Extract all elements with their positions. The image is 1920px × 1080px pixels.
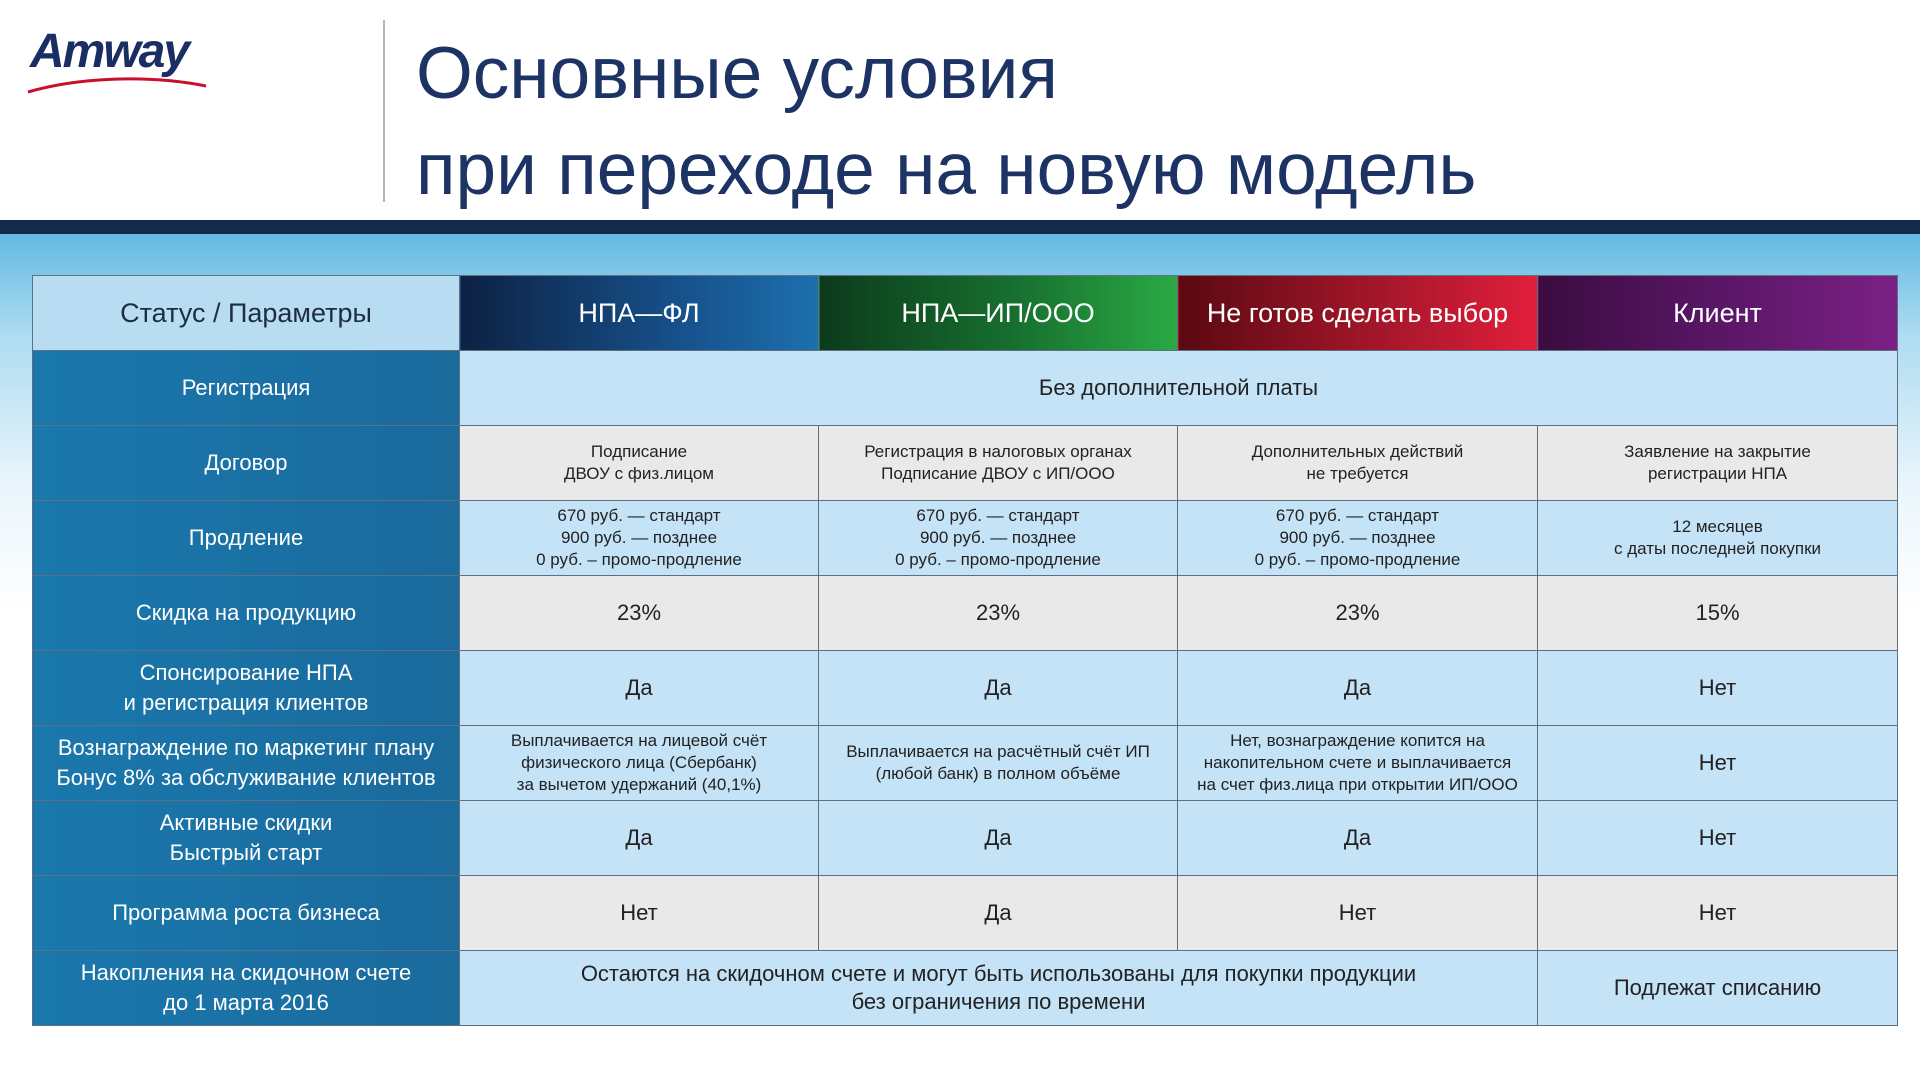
amway-logo (26, 22, 216, 92)
contract-not-ready: Дополнительных действий не требуется (1178, 426, 1538, 501)
row-label-discount: Скидка на продукцию (33, 576, 460, 651)
table-row (33, 351, 1898, 426)
savings-client: Подлежат списанию (1538, 951, 1898, 1026)
logo-swoosh-icon (26, 70, 211, 98)
row-label-sponsoring: Спонсирование НПА и регистрация клиентов (33, 651, 460, 726)
sponsoring-fl: Да (460, 651, 819, 726)
active-not-ready: Да (1178, 801, 1538, 876)
registration-all: Без дополнительной платы (460, 351, 1898, 426)
table-row (33, 426, 1898, 501)
table-row (33, 726, 1898, 801)
sponsoring-client: Нет (1538, 651, 1898, 726)
discount-client: 15% (1538, 576, 1898, 651)
savings-merged: Остаются на скидочном счете и могут быть использованы для покупки продукции без ограничения по времени (460, 951, 1538, 1026)
table-row (33, 876, 1898, 951)
reward-client: Нет (1538, 726, 1898, 801)
row-label-active: Активные скидки Быстрый старт (33, 801, 460, 876)
renewal-ip: 670 руб. — стандарт 900 руб. — позднее 0 руб. – промо-продление (819, 501, 1178, 576)
contract-ip: Регистрация в налоговых органах Подписание ДВОУ с ИП/ООО (819, 426, 1178, 501)
renewal-not-ready: 670 руб. — стандарт 900 руб. — позднее 0 руб. – промо-продление (1178, 501, 1538, 576)
row-label-contract: Договор (33, 426, 460, 501)
active-client: Нет (1538, 801, 1898, 876)
header-npa-fl: НПА—ФЛ (460, 276, 819, 351)
header-status: Статус / Параметры (33, 276, 460, 351)
contract-client: Заявление на закрытие регистрации НПА (1538, 426, 1898, 501)
header-divider (383, 20, 385, 202)
table-row (33, 801, 1898, 876)
growth-client: Нет (1538, 876, 1898, 951)
renewal-fl: 670 руб. — стандарт 900 руб. — позднее 0 руб. – промо-продление (460, 501, 819, 576)
conditions-table (32, 275, 1898, 1026)
sponsoring-not-ready: Да (1178, 651, 1538, 726)
table-row (33, 576, 1898, 651)
page-title (416, 26, 1476, 218)
discount-fl: 23% (460, 576, 819, 651)
slide-header (0, 0, 1920, 220)
header-npa-ip: НПА—ИП/ООО (819, 276, 1178, 351)
renewal-client: 12 месяцев с даты последней покупки (1538, 501, 1898, 576)
active-fl: Да (460, 801, 819, 876)
contract-fl: Подписание ДВОУ с физ.лицом (460, 426, 819, 501)
reward-not-ready: Нет, вознаграждение копится на накопительном счете и выплачивается на счет физ.лица при открытии ИП/ООО (1178, 726, 1538, 801)
active-ip: Да (819, 801, 1178, 876)
row-label-reward: Вознаграждение по маркетинг плану Бонус 8% за обслуживание клиентов (33, 726, 460, 801)
row-label-registration: Регистрация (33, 351, 460, 426)
title-line-1: Основные условия (416, 33, 1058, 114)
row-label-savings: Накопления на скидочном счете до 1 марта 2016 (33, 951, 460, 1026)
table-row (33, 651, 1898, 726)
title-line-2: при переходе на новую модель (416, 129, 1477, 210)
navy-band (0, 220, 1920, 234)
row-label-renewal: Продление (33, 501, 460, 576)
growth-ip: Да (819, 876, 1178, 951)
growth-fl: Нет (460, 876, 819, 951)
discount-ip: 23% (819, 576, 1178, 651)
discount-not-ready: 23% (1178, 576, 1538, 651)
reward-ip: Выплачивается на расчётный счёт ИП (любой банк) в полном объёме (819, 726, 1178, 801)
table-row (33, 501, 1898, 576)
logo-wordmark: Amway (30, 25, 189, 78)
sponsoring-ip: Да (819, 651, 1178, 726)
header-not-ready: Не готов сделать выбор (1178, 276, 1538, 351)
row-label-growth: Программа роста бизнеса (33, 876, 460, 951)
growth-not-ready: Нет (1178, 876, 1538, 951)
reward-fl: Выплачивается на лицевой счёт физического лица (Сбербанк) за вычетом удержаний (40,1%) (460, 726, 819, 801)
table-row (33, 951, 1898, 1026)
table-header-row (33, 276, 1898, 351)
header-client: Клиент (1538, 276, 1898, 351)
